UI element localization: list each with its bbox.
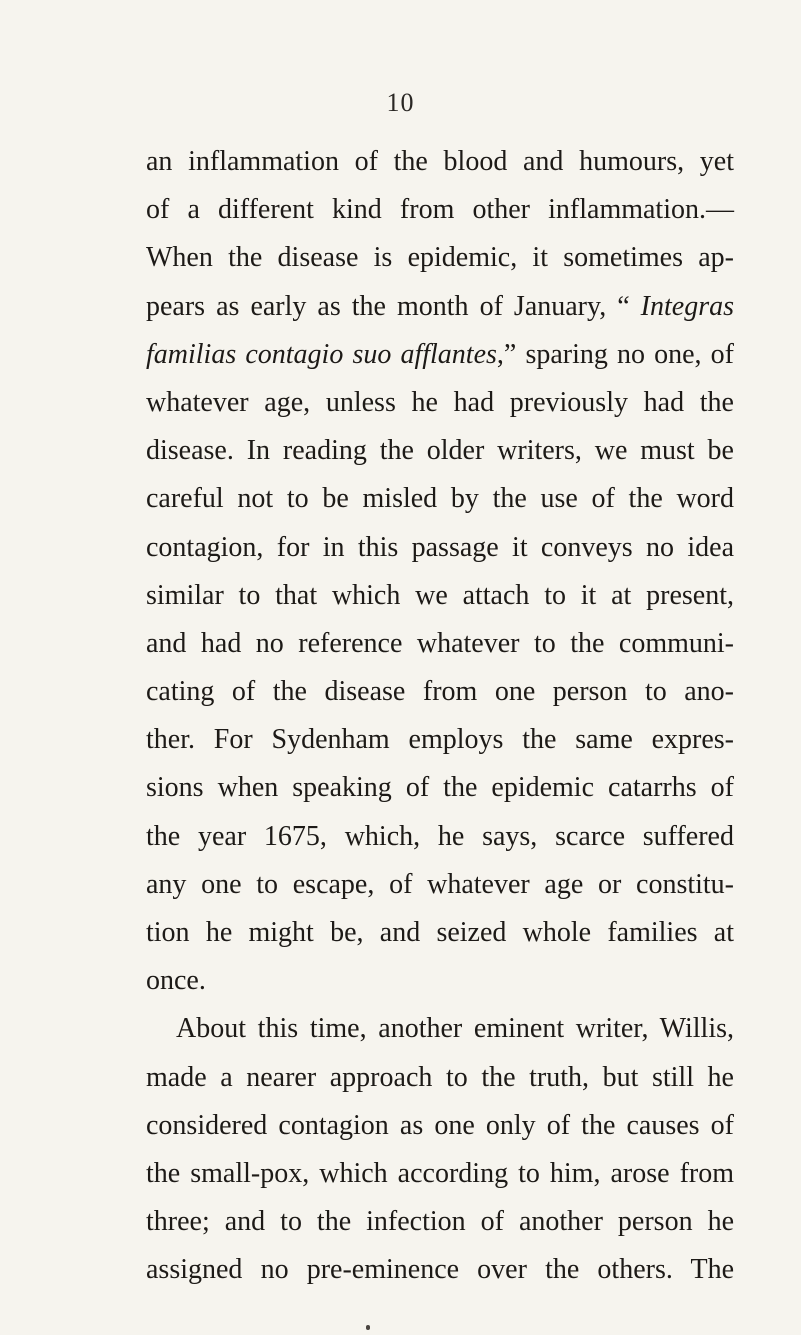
latin-quote: familias contagio suo afflantes — [146, 338, 497, 370]
text-line: made a nearer approach to the truth, but still he — [146, 1061, 734, 1093]
text-line: the small-pox, which according to him, arose from — [146, 1157, 734, 1189]
text-line: assigned no pre-eminence over the others. The — [146, 1254, 734, 1286]
paper-speck — [366, 1325, 370, 1330]
text-line: similar to that which we attach to it at present, — [146, 579, 734, 611]
text-line: sions when speaking of the epidemic catarrhs of — [146, 772, 734, 804]
text-line: disease. In reading the older writers, we must be — [146, 435, 734, 467]
text-line: cating of the disease from one person to ano- — [146, 676, 734, 708]
text-line: the year 1675, which, he says, scarce suffered — [146, 820, 734, 852]
paragraph-start-line: About this time, another eminent writer, Willis, — [176, 1013, 734, 1045]
text-line: pears as early as the month of January, “ Integras — [146, 290, 734, 322]
page-number: 10 — [386, 88, 415, 117]
text-line: careful not to be misled by the use of the word — [146, 483, 734, 515]
text-line: any one to escape, of whatever age or constitu- — [146, 868, 734, 900]
text-line: familias contagio suo afflantes,” sparing no one, of — [146, 338, 735, 370]
text-line: an inflammation of the blood and humours, yet — [146, 146, 734, 177]
text-line: three; and to the infection of another person he — [146, 1206, 734, 1238]
body-text — [146, 138, 734, 1295]
text-line: once. — [146, 965, 206, 997]
text-line: ther. For Sydenham employs the same expres- — [146, 724, 734, 756]
latin-quote: Integras — [640, 290, 734, 322]
text-line: of a different kind from other inflammation.— — [146, 194, 734, 226]
text-line: contagion, for in this passage it conveys no idea — [146, 531, 734, 563]
text-line: whatever age, unless he had previously had the — [146, 386, 734, 418]
text-line: tion he might be, and seized whole families at — [146, 917, 734, 948]
text-line: and had no reference whatever to the communi- — [146, 627, 734, 659]
text-line: considered contagion as one only of the causes of — [146, 1109, 734, 1141]
text-line: When the disease is epidemic, it sometimes ap- — [146, 242, 734, 274]
